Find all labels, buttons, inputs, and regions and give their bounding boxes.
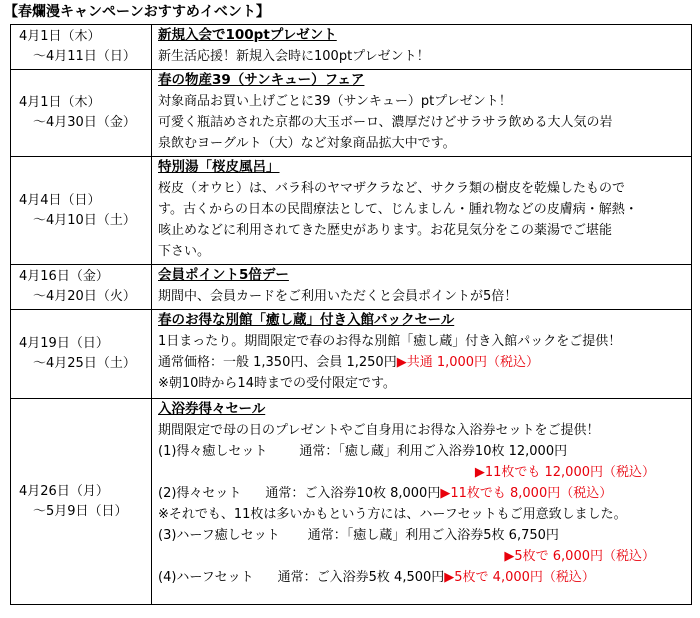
date-start: 4月16日（金） — [19, 269, 109, 284]
event-content — [152, 25, 692, 70]
event-description: 下さい。 — [158, 244, 211, 259]
event-title: 入浴券得々セール — [158, 401, 266, 417]
events-table — [10, 24, 692, 605]
event-content — [152, 157, 692, 265]
set-item — [158, 441, 685, 462]
date-end: ～4月25日（土） — [33, 356, 136, 371]
event-row — [11, 157, 692, 265]
event-description: 新生活応援！新規入会時に100ptプレゼント！ — [158, 49, 430, 64]
event-description: 泉飲むヨーグルト（大）など対象商品拡大中です。 — [158, 136, 456, 151]
set-item — [158, 483, 685, 504]
set-name: (1)得々癒しセット — [158, 444, 268, 459]
event-description: 咳止めなどに利用されてきた歴史があります。お花見気分をこの薬湯でご堪能 — [158, 223, 612, 238]
date-end: ～4月10日（土） — [33, 212, 136, 228]
set-normal-price: 通常：ご入浴券5枚 4,500円 — [277, 570, 445, 585]
event-title: 春のお得な別館「癒し蔵」付き入館パックセール — [158, 312, 455, 328]
set-name: (4)ハーフセット — [158, 570, 254, 585]
event-content — [152, 310, 692, 399]
set-name: (3)ハーフ癒しセット — [158, 528, 280, 543]
set-sale-price: ▶11枚でも 12,000円（税込） — [474, 465, 655, 480]
event-description: す。古くからの日本の民間療法として、じんましん・腫れ物などの皮膚病・解熱・ — [158, 202, 638, 217]
date-start: 4月1日（木） — [19, 29, 101, 44]
date-end: ～4月11日（日） — [33, 49, 136, 64]
event-row — [11, 25, 692, 70]
event-row — [11, 310, 692, 399]
event-title: 新規入会で100ptプレゼント — [158, 27, 337, 43]
event-description: 可愛く瓶詰めされた京都の大玉ボーロ、濃厚だけどサラサラ飲める大人気の岩 — [158, 115, 613, 130]
date-cell — [11, 70, 152, 157]
date-start: 4月1日（木） — [19, 95, 101, 110]
set-sale-line — [158, 462, 685, 483]
event-description: 期間限定で母の日のプレゼントやご自身用にお得な入浴券セットをご提供！ — [158, 423, 600, 438]
normal-price: 通常価格：一般 1,350円、会員 1,250円 — [158, 355, 397, 370]
set-normal-price: 通常：ご入浴券10枚 8,000円 — [265, 486, 441, 501]
date-cell — [11, 310, 152, 399]
event-description: 対象商品お買い上げごとに39（サンキュー）ptプレゼント！ — [158, 94, 512, 109]
set-sale-price: ▶5枚で 6,000円（税込） — [504, 549, 655, 564]
event-row — [11, 399, 692, 605]
set-item — [158, 567, 685, 588]
event-content — [152, 399, 692, 605]
event-description: 期間中、会員カードをご利用いただくと会員ポイントが5倍！ — [158, 289, 518, 304]
date-cell — [11, 399, 152, 605]
set-normal-price: 通常：「癒し蔵」利用ご入浴券5枚 6,750円 — [307, 528, 559, 543]
event-title: 特別湯「桜皮風呂」 — [158, 159, 280, 175]
event-title: 会員ポイント5倍デー — [158, 267, 289, 283]
set-item — [158, 525, 685, 546]
event-title: 春の物産39（サンキュー）フェア — [158, 72, 365, 88]
event-description: 桜皮（オウヒ）は、バラ科のヤマザクラなど、サクラ類の樹皮を乾燥したもので — [158, 181, 625, 196]
event-note: ※それでも、11枚は多いかもという方には、ハーフセットもご用意致しました。 — [158, 507, 627, 522]
event-row — [11, 265, 692, 310]
date-start: 4月19日（日） — [19, 336, 109, 351]
price-line — [158, 352, 685, 373]
set-sale-line — [158, 546, 685, 567]
set-sale-price: ▶5枚で 4,000円（税込） — [444, 570, 595, 585]
event-content — [152, 70, 692, 157]
sale-price: ▶共通 1,000円（税込） — [396, 355, 540, 370]
set-sale-price: ▶11枚でも 8,000円（税込） — [440, 486, 613, 501]
date-cell — [11, 265, 152, 310]
set-normal-price: 通常：「癒し蔵」利用ご入浴券10枚 12,000円 — [299, 444, 568, 459]
date-start: 4月26日（月） — [19, 483, 109, 499]
date-end: ～5月9日（日） — [33, 503, 128, 519]
date-cell — [11, 157, 152, 265]
event-note: ※朝10時から14時までの受付限定です。 — [158, 376, 396, 391]
date-cell — [11, 25, 152, 70]
date-end: ～4月30日（金） — [33, 115, 136, 130]
event-description: 1日まったり。期間限定で春のお得な別館「癒し蔵」付き入館パックをご提供！ — [158, 334, 622, 349]
page-title: 【春爛漫キャンペーンおすすめイベント】 — [4, 4, 270, 20]
date-end: ～4月20日（火） — [33, 289, 136, 304]
event-row — [11, 70, 692, 157]
set-name: (2)得々セット — [158, 486, 242, 501]
event-content — [152, 265, 692, 310]
date-start: 4月4日（日） — [19, 192, 101, 208]
